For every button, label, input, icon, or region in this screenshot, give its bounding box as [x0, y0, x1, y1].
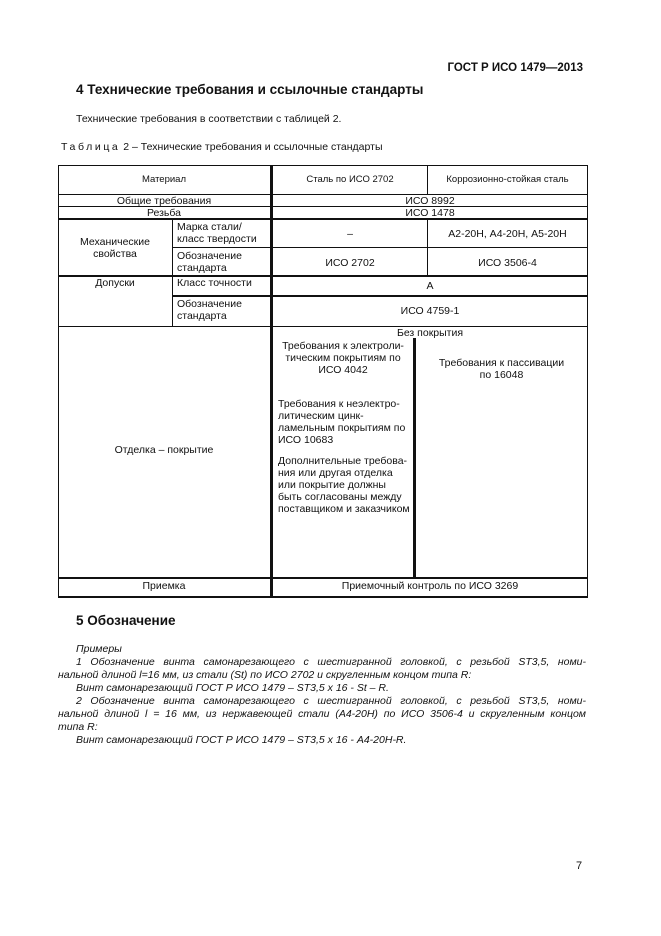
- tolerance-standard-label: [177, 298, 242, 322]
- table-border-bottom: [58, 596, 588, 598]
- mech-standard-label: [177, 250, 242, 274]
- table-col-divider: [172, 219, 173, 327]
- requirement-line: быть согласованы между: [278, 491, 402, 503]
- grade-steel-value: –: [347, 228, 353, 240]
- general-requirements-label: Общие требования: [116, 195, 212, 207]
- table-border-left: [58, 165, 59, 598]
- requirement-line: Дополнительные требова-: [278, 455, 408, 467]
- mech-standard-label-line: Обозначение: [177, 250, 242, 262]
- table-caption-title: 2 – Технические требования и ссылочные стандарты: [120, 141, 383, 153]
- grade-label-line: Марка стали/: [177, 221, 242, 233]
- table-caption-prefix: Таблица: [61, 141, 121, 153]
- grade-label-line: класс твердости: [177, 233, 257, 245]
- section-5-heading: 5 Обозначение: [76, 613, 176, 628]
- example-1-line: нальной длиной l=16 мм, из стали (St) по ИСО 2702 и скругленным концом типа R:: [58, 669, 472, 681]
- thread-value: ИСО 1478: [405, 207, 455, 219]
- requirement-line: ИСО 4042: [318, 364, 368, 376]
- thread-label: Резьба: [146, 207, 182, 219]
- requirement-line: Требования к неэлектро-: [278, 398, 400, 410]
- mechanical-label-line: свойства: [93, 248, 137, 260]
- header-steel: Сталь по ИСО 2702: [306, 174, 394, 185]
- grade-label: [177, 221, 257, 245]
- section-4-text: Технические требования в соответствии с таблицей 2.: [76, 113, 342, 125]
- acceptance-label: Приемка: [142, 580, 186, 592]
- accuracy-class-label: Класс точности: [177, 277, 252, 289]
- table-rule: [58, 577, 588, 579]
- requirement-line: или покрытие должны: [278, 479, 386, 491]
- steel-additional-requirement: [278, 455, 410, 515]
- examples-label: Примеры: [76, 643, 122, 655]
- example-2-line: типа R:: [58, 721, 98, 733]
- header-material: Материал: [141, 174, 187, 185]
- mech-standard-stainless: ИСО 3506-4: [478, 257, 537, 269]
- requirement-line: Требования к пассивации: [438, 357, 565, 369]
- section-4-heading: 4 Технические требования и ссылочные стандарты: [76, 82, 424, 97]
- tolerance-standard-label-line: стандарта: [177, 310, 227, 322]
- example-2-line: нальной длиной l = 16 мм, из нержавеющей стали (А4-20Н) по ИСО 3506-4 и скругленным концом: [58, 708, 586, 720]
- table-border-right: [587, 165, 588, 598]
- mechanical-label: [58, 236, 172, 260]
- requirement-line: ния или другая отделка: [278, 467, 393, 479]
- table-rule: [172, 295, 588, 297]
- header-stainless: Коррозионно-стойкая сталь: [446, 174, 569, 185]
- tolerances-label: Допуски: [95, 277, 135, 289]
- requirement-line: поставщиком и заказчиком: [278, 503, 410, 515]
- tolerance-standard-value: ИСО 4759-1: [400, 305, 460, 317]
- tolerance-standard-label-line: Обозначение: [177, 298, 242, 310]
- stainless-passivation-requirement: [416, 357, 587, 381]
- requirement-line: Требования к электроли-: [282, 340, 404, 352]
- requirement-line: литическим цинк-: [278, 410, 364, 422]
- requirement-line: ИСО 10683: [278, 434, 334, 446]
- example-1-designation: Винт самонарезающий ГОСТ Р ИСО 1479 – ST3,5 x 16 - St – R.: [76, 682, 389, 694]
- mechanical-label-line: Механические: [80, 236, 150, 248]
- page-number: 7: [576, 860, 583, 872]
- document-id: ГОСТ Р ИСО 1479—2013: [447, 62, 583, 74]
- mech-standard-steel: ИСО 2702: [325, 257, 375, 269]
- acceptance-value: Приемочный контроль по ИСО 3269: [341, 580, 519, 592]
- general-requirements-value: ИСО 8992: [405, 195, 455, 207]
- example-2-line: 2 Обозначение винта самонарезающего с шестигранной головкой, с резьбой ST3,5, номи-: [76, 695, 586, 707]
- steel-electrolytic-requirement: [273, 340, 413, 376]
- grade-stainless-value: А2-20Н, А4-20Н, А5-20Н: [448, 228, 567, 240]
- steel-zinc-flake-requirement: [278, 398, 405, 446]
- table-rule: [172, 247, 588, 248]
- no-coating-label: Без покрытия: [396, 327, 464, 339]
- requirement-line: по 16048: [479, 369, 524, 381]
- example-2-designation: Винт самонарезающий ГОСТ Р ИСО 1479 – ST3,5 x 16 - А4-20Н-R.: [76, 734, 407, 746]
- requirement-line: ламельным покрытиям по: [278, 422, 406, 434]
- table-border-top: [58, 165, 588, 166]
- requirement-line: тическим покрытиям по: [285, 352, 401, 364]
- mech-standard-label-line: стандарта: [177, 262, 227, 274]
- finish-label: Отделка – покрытие: [114, 444, 214, 456]
- example-1-line: 1 Обозначение винта самонарезающего с шестигранной головкой, с резьбой ST3,5, номи-: [76, 656, 586, 668]
- accuracy-class-value: А: [426, 280, 434, 292]
